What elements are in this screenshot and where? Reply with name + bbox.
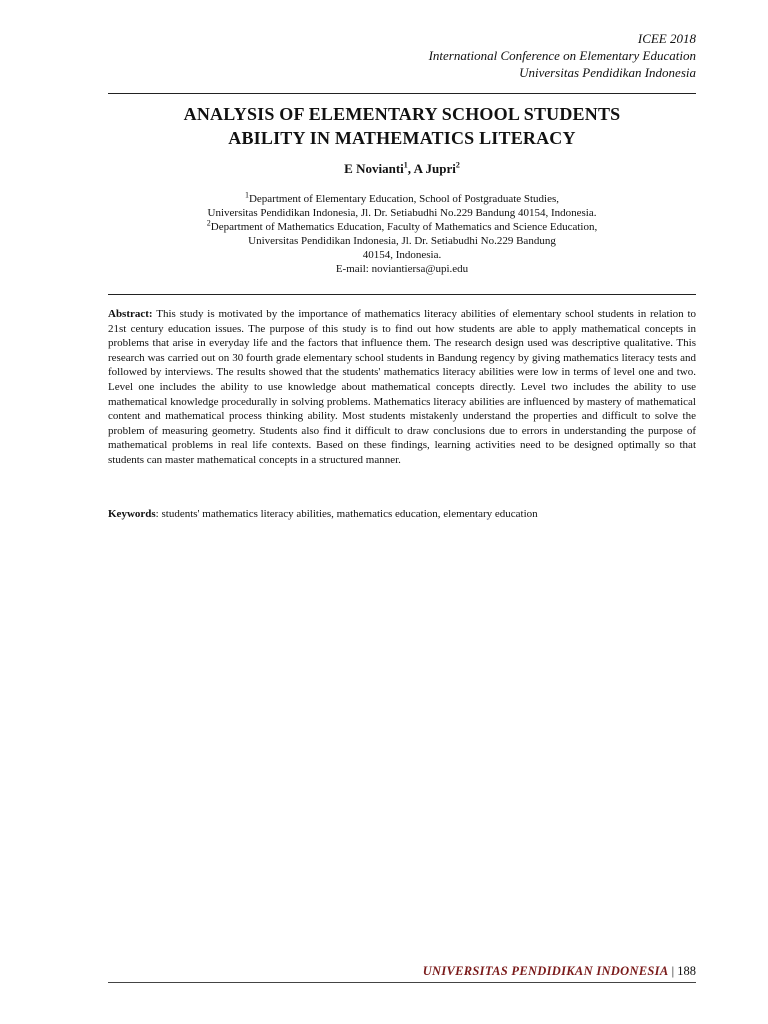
author-list — [108, 160, 696, 178]
affiliation-mark: 2 — [206, 218, 211, 228]
keywords — [108, 507, 696, 521]
footer-divider — [108, 982, 696, 983]
title-line-1: ANALYSIS OF ELEMENTARY SCHOOL STUDENTS — [183, 104, 621, 124]
abstract-label: Abstract: — [108, 308, 153, 320]
header-divider — [108, 93, 696, 94]
running-header — [429, 30, 696, 81]
footer-university: UNIVERSITAS PENDIDIKAN INDONESIA — [422, 964, 669, 978]
contact-email: E-mail: noviantiersa@upi.edu — [335, 263, 469, 275]
page-footer — [423, 963, 696, 979]
keywords-label: Keywords — [108, 508, 156, 520]
affiliation-line: $^1$Department of Elementary Education, School of Postgraduate Studies, — [244, 190, 560, 205]
affiliations — [108, 192, 696, 276]
conference-host: Universitas Pendidikan Indonesia — [519, 65, 696, 80]
abstract-text: This study is motivated by the importance of mathematics literacy abilities of elementary school students in relation to 21st century education issues. The purpose of this study is to find out how students are able to apply mathematical concepts in problems that arise in everyday life and the factors that influence them. The research design used was descriptive qualitative. This research was carried out on 30 fourth grade elementary school students in Bandung regency by giving mathematics literacy tests and followed by interviews. The results showed that the students' mathematics literacy abilities were low in terms of level one and two. Level one includes the ability to use knowledge about mathematical concepts directly. Level two includes the ability to use mathematical knowledge procedurally in solving problems. Mathematics literacy abilities are influenced by mastery of mathematical content and mathematical process thinking ability. Most students mistakenly understand the properties and difficult to solve the problem of measuring geometry. Students also find it difficult to draw conclusions due to errors in understanding the purpose of mathematical problems in real life contexts. Based on these findings, learning activities need to be designed optimally so that students can master mathematical concepts in a structured manner. — [108, 308, 697, 466]
page-number: 188 — [677, 964, 696, 978]
affiliation-line: 40154, Indonesia. — [362, 249, 442, 261]
affiliation-mark: 1 — [244, 190, 249, 200]
keywords-text: : students' mathematics literacy abilities, mathematics education, elementary education — [155, 508, 538, 520]
author-name: A Jupri — [413, 161, 456, 176]
paper-title — [108, 102, 696, 150]
affiliation-line: Universitas Pendidikan Indonesia, Jl. Dr. Setiabudhi No.229 Bandung 40154, Indonesia. — [207, 207, 597, 219]
affiliation-line: Universitas Pendidikan Indonesia, Jl. Dr. Setiabudhi No.229 Bandung — [248, 235, 556, 247]
author-affiliation-mark: 2 — [455, 160, 460, 170]
conference-acronym: ICEE 2018 — [637, 31, 696, 46]
abstract — [108, 307, 696, 468]
author-separator: , — [407, 161, 414, 176]
author-name: E Novianti — [344, 161, 404, 176]
affiliation-line: $^2$Department of Mathematics Education, Faculty of Mathematics and Science Education, — [206, 218, 598, 233]
footer-separator: | — [668, 964, 678, 978]
abstract-divider — [108, 294, 696, 295]
conference-name: International Conference on Elementary Education — [428, 48, 696, 63]
author-affiliation-mark: 1 — [403, 160, 408, 170]
title-line-2: ABILITY IN MATHEMATICS LITERACY — [228, 128, 576, 148]
